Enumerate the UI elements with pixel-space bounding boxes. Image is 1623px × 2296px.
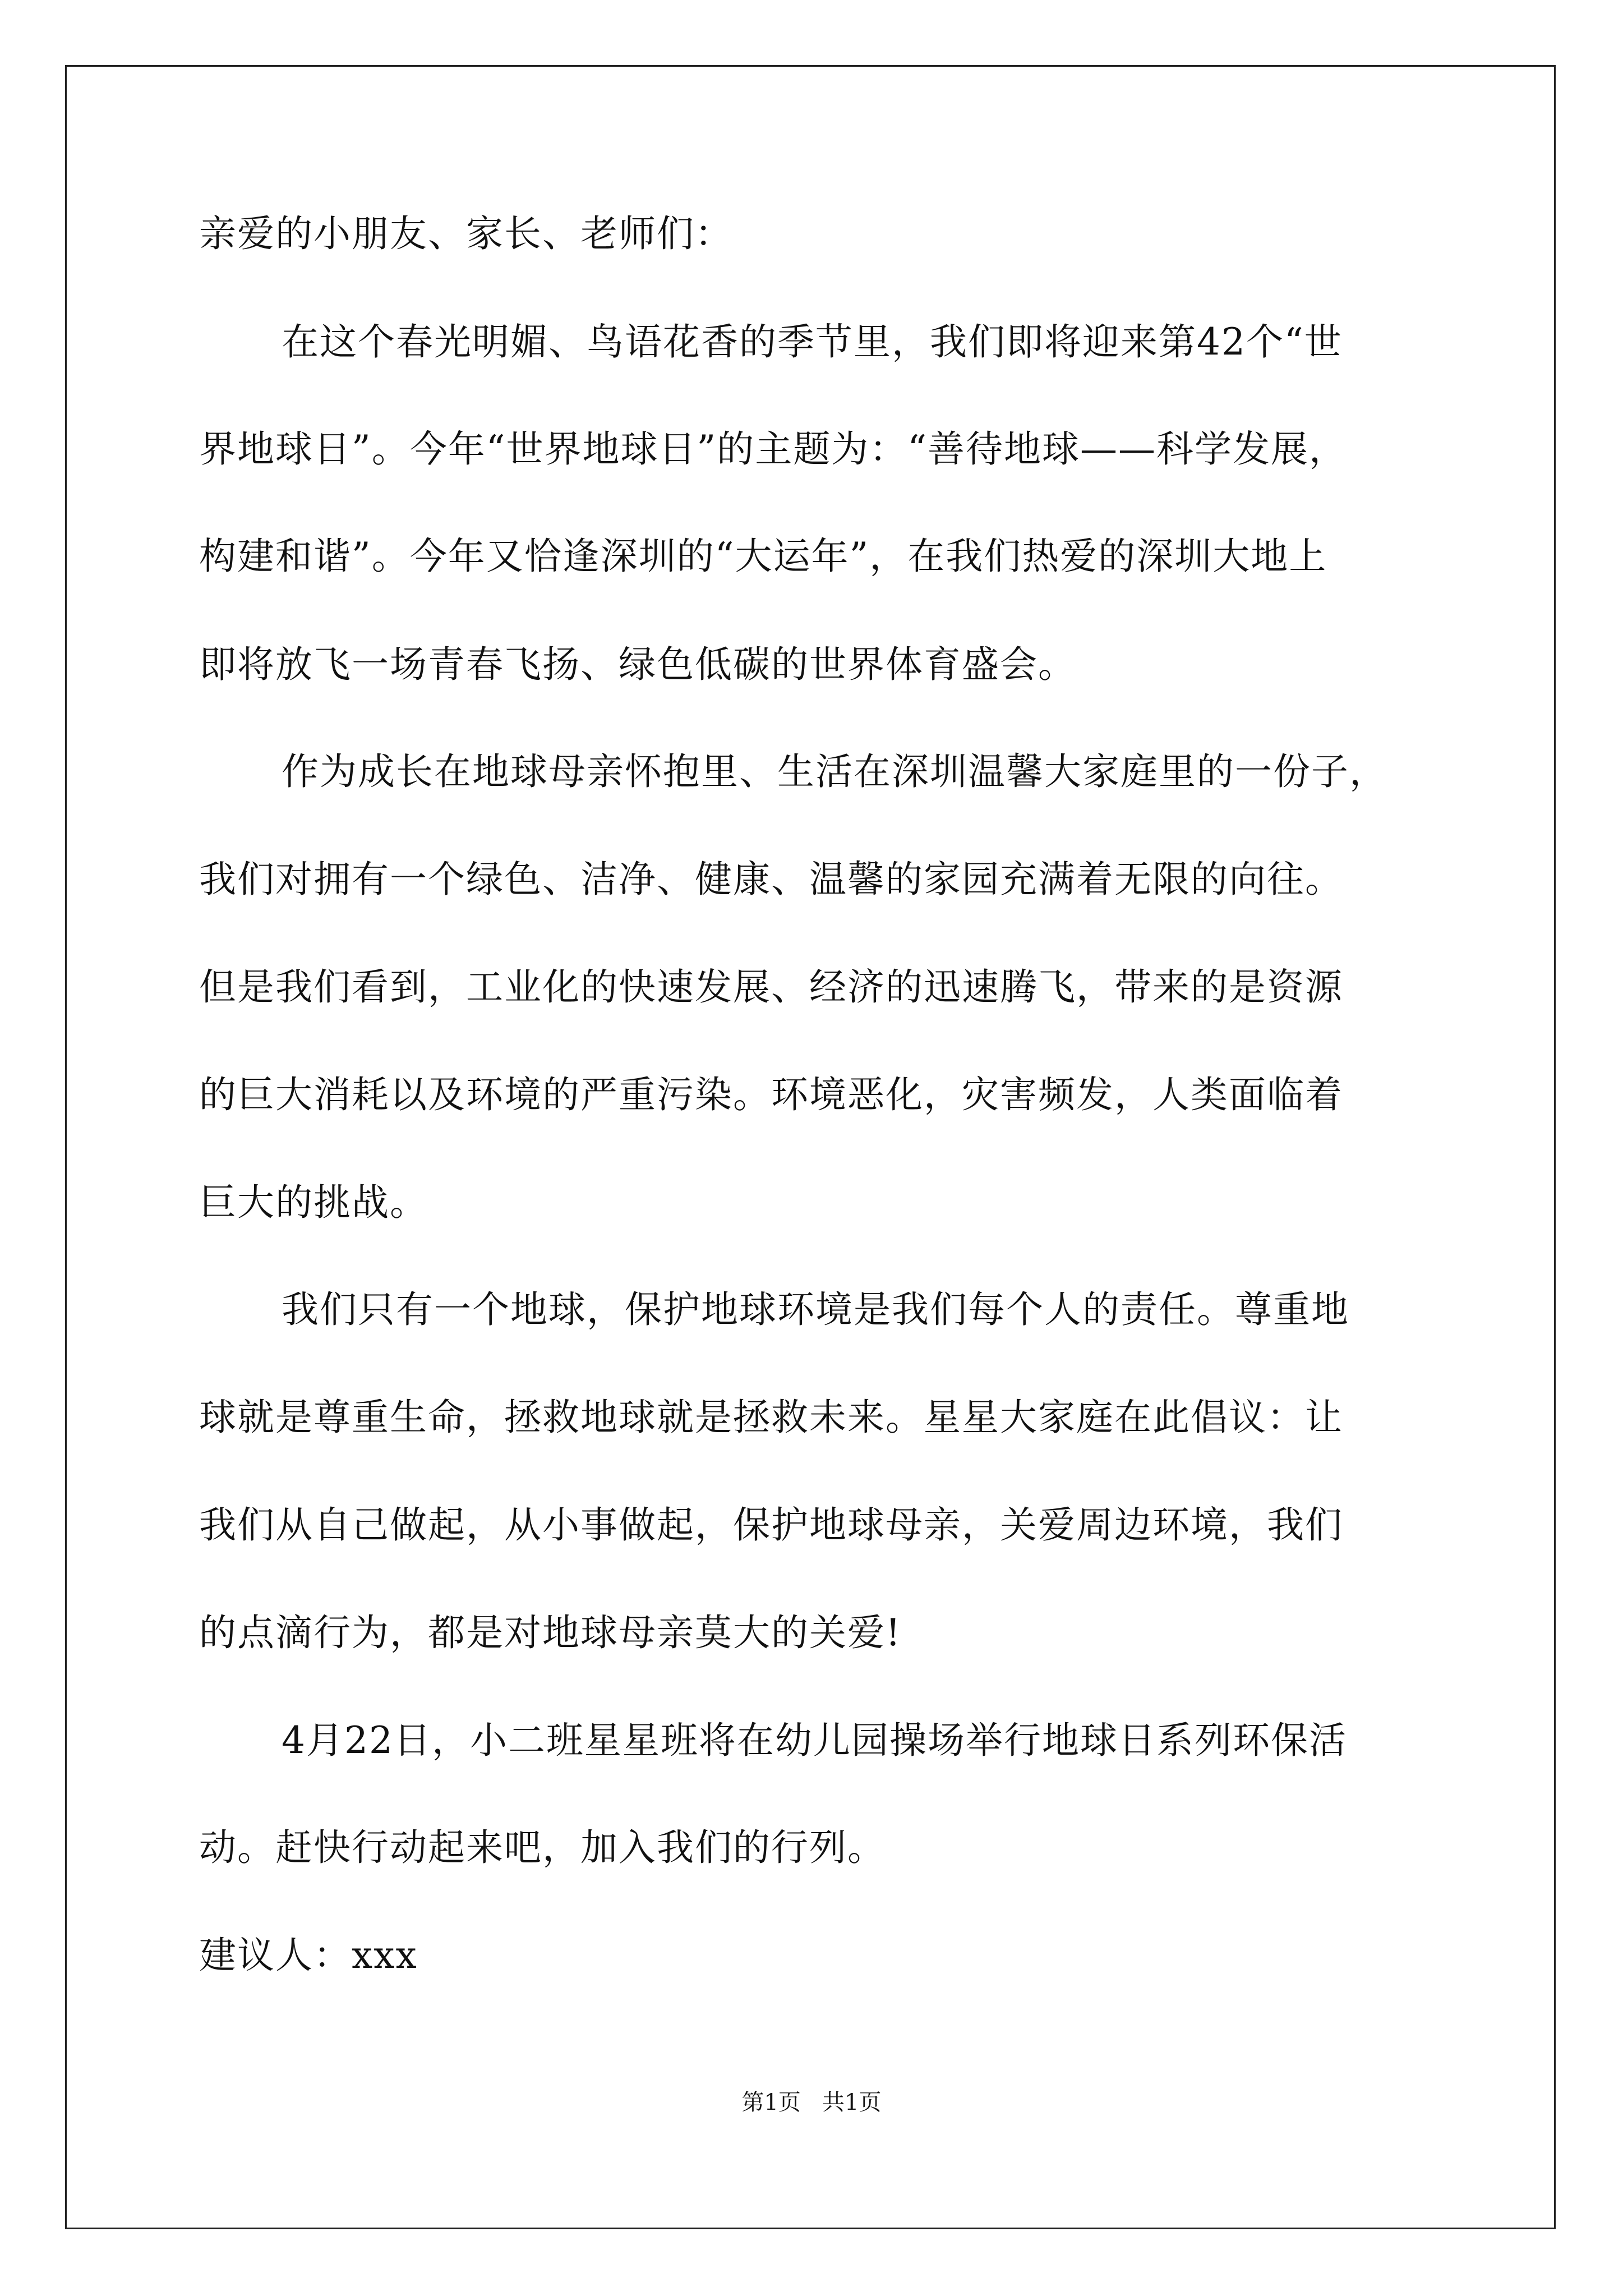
paragraph-1-line-4: 即将放飞一场青春飞扬、绿色低碳的世界体育盛会。 — [199, 643, 1076, 686]
paragraph-3-line-2: 球就是尊重生命，拯救地球就是拯救未来。星星大家庭在此倡议：让 — [199, 1396, 1343, 1439]
paragraph-2-line-2: 我们对拥有一个绿色、洁净、健康、温馨的家园充满着无限的向往。 — [199, 858, 1343, 901]
greeting-line: 亲爱的小朋友、家长、老师们： — [199, 212, 733, 255]
paragraph-3-line-4: 的点滴行为，都是对地球母亲莫大的关爱! — [199, 1611, 902, 1654]
paragraph-4-line-1: 4月22日，小二班星星班将在幼儿园操场举行地球日系列环保活 — [282, 1719, 1347, 1762]
paragraph-2-line-1: 作为成长在地球母亲怀抱里、生活在深圳温馨大家庭里的一份子， — [282, 750, 1387, 793]
paragraph-4-line-2: 动。赶快行动起来吧，加入我们的行列。 — [199, 1826, 886, 1869]
signature-line: 建议人：xxx — [199, 1934, 418, 1977]
paragraph-2-line-4: 的巨大消耗以及环境的严重污染。环境恶化，灾害频发，人类面临着 — [199, 1073, 1343, 1116]
page-border — [65, 65, 1556, 2229]
paragraph-2-line-3: 但是我们看到，工业化的快速发展、经济的迅速腾飞，带来的是资源 — [199, 965, 1343, 1009]
paragraph-1-line-1: 在这个春光明媚、鸟语花香的季节里，我们即将迎来第42个“世 — [282, 320, 1343, 364]
page-number-footer: 第1页 共1页 — [741, 2090, 882, 2115]
paragraph-3-line-3: 我们从自己做起，从小事做起，保护地球母亲，关爱周边环境，我们 — [199, 1503, 1343, 1547]
paragraph-3-line-1: 我们只有一个地球，保护地球环境是我们每个人的责任。尊重地 — [282, 1288, 1349, 1331]
paragraph-1-line-3: 构建和谐”。今年又恰逢深圳的“大运年”，在我们热爱的深圳大地上 — [199, 535, 1327, 578]
paragraph-1-line-2: 界地球日”。今年“世界地球日”的主题为：“善待地球——科学发展， — [199, 427, 1347, 471]
paragraph-2-line-5: 巨大的挑战。 — [199, 1181, 428, 1224]
